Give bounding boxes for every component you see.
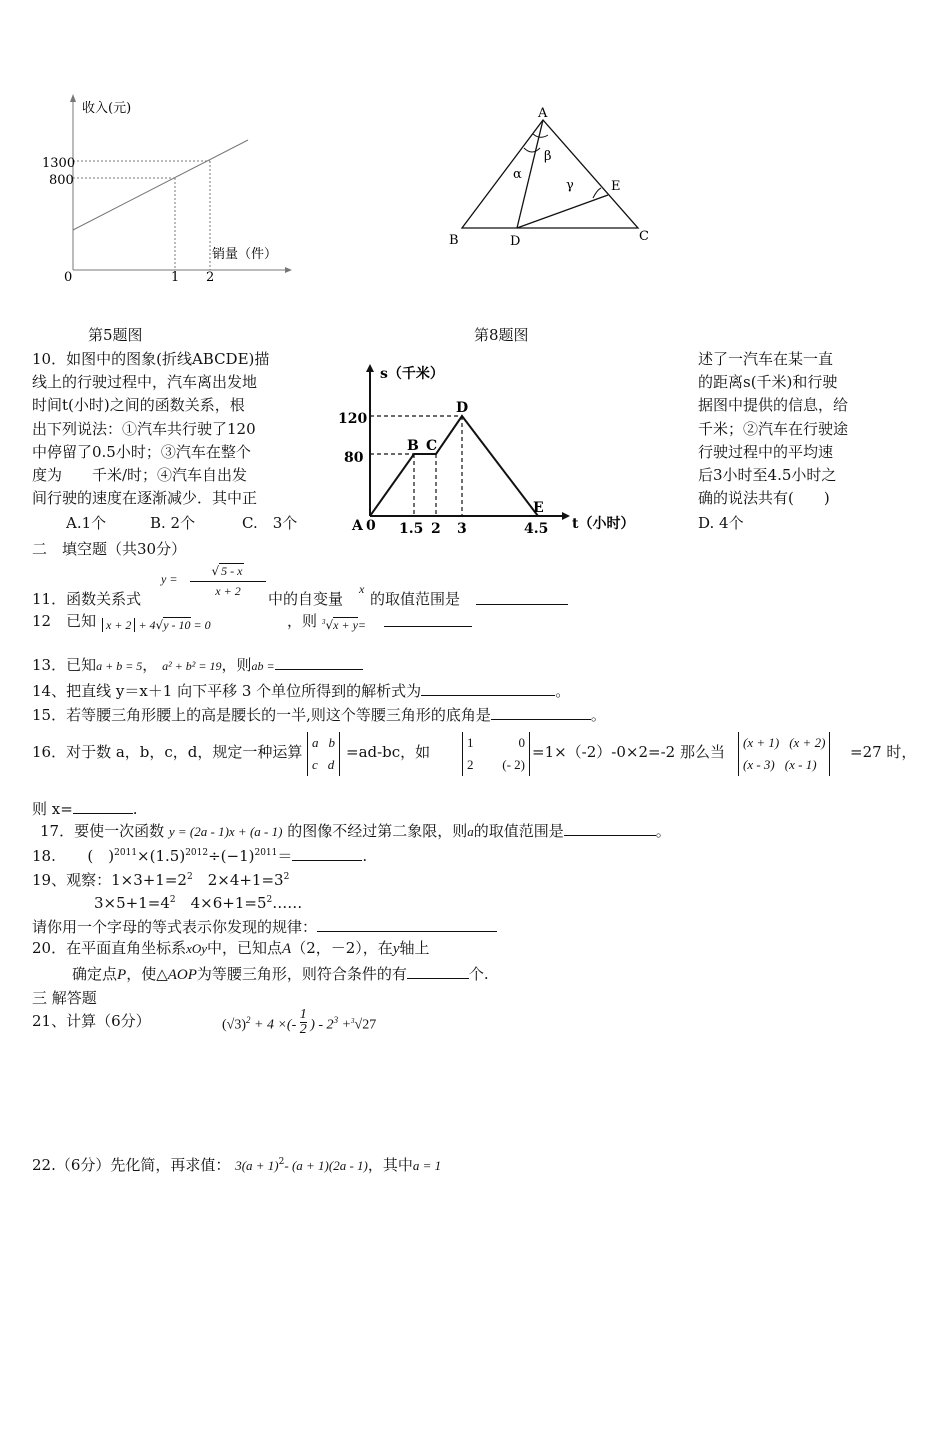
fig5-xlabel: 销量（件） bbox=[212, 247, 278, 262]
q16-mid1: =ad-bc，如 bbox=[346, 743, 431, 761]
q22-label: 22.（6分）先化简，再求值： bbox=[32, 1156, 231, 1174]
q10-graph-t2: 2 bbox=[431, 521, 441, 537]
q16-d2-c: 2 bbox=[467, 757, 474, 772]
q22-expr-a: 3(a + 1) bbox=[235, 1158, 279, 1173]
q13-then: ，则 bbox=[221, 656, 252, 674]
q22-mid: ，其中 bbox=[367, 1156, 413, 1174]
q19-l1b: 2×4+1=3 bbox=[192, 871, 284, 889]
q19-l1: 19、观察：1×3+1=2 bbox=[32, 871, 187, 889]
q16-d3-c: (x - 3) bbox=[743, 757, 775, 772]
q22 bbox=[32, 1154, 441, 1175]
q19-l2b: 4×6+1=5 bbox=[175, 894, 267, 912]
figure-8-triangle bbox=[440, 100, 670, 260]
q12-cuberoot: $^3$√x + y= bbox=[322, 618, 367, 632]
q11-mid: 中的自变量 bbox=[268, 590, 344, 608]
q14-text: 14、把直线 y＝x＋1 向下平移 3 个单位所得到的解析式为 bbox=[32, 682, 422, 700]
q12-formula: x + 2 + 4√y - 10 = 0 bbox=[102, 618, 211, 633]
q18-p1: 2011 bbox=[114, 848, 138, 858]
q17-a: a bbox=[467, 824, 474, 839]
q10-right-line: 据图中提供的信息，给 bbox=[698, 396, 849, 415]
q12-prefix: 12 已知 bbox=[32, 612, 97, 630]
q13-e1: a + b = 5 bbox=[96, 659, 143, 673]
q13-prefix: 13．已知 bbox=[32, 656, 97, 674]
q16-line2 bbox=[32, 798, 138, 819]
q21-cube-index: 3 bbox=[351, 1017, 355, 1026]
q16-det-abcd bbox=[307, 732, 340, 776]
q21-expr-c: ) - 2 bbox=[310, 1017, 334, 1033]
q16-mid2: =1×（-2）-0×2=-2 那么当 bbox=[532, 743, 725, 761]
q14-end: 。 bbox=[555, 682, 571, 700]
q10-right-line: 确的说法共有( ) bbox=[698, 489, 830, 508]
q16-line2-text: 则 x= bbox=[32, 800, 73, 818]
q10-option-c: C. 3个 bbox=[242, 514, 298, 532]
q19-line1 bbox=[32, 869, 289, 890]
q20-l2d: 个. bbox=[468, 965, 489, 983]
q19-l3: 请你用一个字母的等式表示你发现的规律： bbox=[32, 918, 318, 936]
q10-graph-y80: 80 bbox=[344, 450, 364, 466]
q21-exp3: 3 bbox=[333, 1015, 339, 1026]
q19-l2a: 3×5+1=4 bbox=[94, 894, 170, 912]
q18-paren: ( ) bbox=[87, 847, 115, 865]
q20-l2b: ，使△ bbox=[126, 965, 168, 983]
q19-l2c: …… bbox=[272, 894, 303, 912]
q21-fraction bbox=[300, 1008, 307, 1037]
q10-option-b: B. 2个 bbox=[150, 514, 196, 532]
q10-graph-C: C bbox=[426, 438, 438, 454]
q16-answer-blank[interactable] bbox=[73, 799, 133, 814]
q12-then: ，则 bbox=[287, 612, 318, 630]
q17-suffix: 的取值范围是 bbox=[473, 822, 564, 840]
q15 bbox=[32, 704, 606, 725]
q22-expr-b: - (a + 1)(2a - 1) bbox=[284, 1158, 368, 1173]
q16-d1-c: c bbox=[312, 757, 318, 772]
q16-d1-a: a bbox=[312, 735, 319, 750]
fig5-x1: 1 bbox=[171, 270, 180, 285]
q11-y: y = bbox=[161, 572, 178, 586]
q20-l2a: 确定点 bbox=[72, 965, 118, 983]
q20-P: P bbox=[117, 967, 127, 983]
q10-graph-t3: 3 bbox=[457, 521, 467, 537]
q19-e2: 2 bbox=[283, 872, 290, 882]
q21-frac-den: 2 bbox=[299, 1022, 307, 1037]
q10-right-line: 述了一汽车在某一直 bbox=[698, 350, 834, 368]
q18-times: ×(1.5) bbox=[137, 847, 186, 865]
q20-line1 bbox=[32, 937, 430, 958]
q16-d1-d: d bbox=[327, 757, 335, 772]
q11-x: x bbox=[359, 582, 365, 596]
q10-graph-t15: 1.5 bbox=[399, 521, 424, 537]
q14 bbox=[32, 680, 570, 701]
q11-fraction: √ 5 - x x + 2 bbox=[190, 564, 266, 599]
q10-graph-t-label: t（小时） bbox=[572, 516, 635, 532]
q16-d1-b: b bbox=[328, 735, 335, 750]
q13 bbox=[32, 654, 363, 675]
q14-answer-blank[interactable] bbox=[421, 681, 555, 696]
fig8-gamma: γ bbox=[566, 178, 574, 193]
fig8-C: C bbox=[639, 229, 649, 244]
q15-answer-blank[interactable] bbox=[491, 705, 591, 720]
q10-right-line: 千米；②汽车在行驶途 bbox=[698, 419, 849, 438]
q15-end: 。 bbox=[590, 706, 606, 724]
fig5-caption: 第5题图 bbox=[88, 326, 143, 344]
q20-xoy: xOy bbox=[186, 941, 208, 956]
q16-det-x bbox=[738, 732, 830, 776]
q10-graph-t45: 4.5 bbox=[524, 521, 549, 537]
q18-answer-blank[interactable] bbox=[292, 846, 362, 861]
fig5-x2: 2 bbox=[206, 270, 215, 285]
q20-AOP: AOP bbox=[167, 967, 197, 983]
q10-left-line: 度为 千米/时；④汽车自出发 bbox=[32, 466, 248, 485]
q19-e3: 2 bbox=[169, 895, 176, 905]
q11-suffix: 的取值范围是 bbox=[370, 590, 461, 608]
q13-sep: ， bbox=[142, 656, 158, 674]
q16-line2-end: . bbox=[132, 800, 138, 818]
q10-graph-s-label: s（千米） bbox=[380, 366, 444, 382]
q21-expr-b: + 4 ×(- bbox=[254, 1017, 297, 1033]
fig8-B: B bbox=[449, 233, 459, 248]
q18-p3: 2011 bbox=[254, 848, 278, 858]
q20-l1a: 20．在平面直角坐标系 bbox=[32, 939, 187, 957]
fig5-y800: 800 bbox=[49, 173, 74, 188]
q12-abs: x + 2 bbox=[102, 618, 135, 632]
q20-A: A bbox=[282, 941, 292, 957]
fig8-E: E bbox=[611, 179, 621, 194]
q18-eq: ＝ bbox=[277, 847, 293, 865]
q20-l1d: 轴上 bbox=[399, 939, 430, 957]
q16-prefix: 16．对于数 a，b，c，d，规定一种运算 bbox=[32, 743, 303, 761]
q19-e1: 2 bbox=[186, 872, 193, 882]
q10-left-text bbox=[32, 348, 269, 510]
q18-num: 18. bbox=[32, 847, 56, 865]
q10-graph-B: B bbox=[407, 438, 419, 454]
q17-prefix: 17．要使一次函数 bbox=[40, 822, 165, 840]
q10-left-line: 线上的行驶过程中，汽车离出发地 bbox=[32, 373, 258, 392]
q13-answer-blank[interactable] bbox=[275, 655, 363, 670]
q11-numerator: 5 - x bbox=[221, 564, 243, 578]
q20-l1b: 中，已知点 bbox=[207, 939, 283, 957]
q13-e2: a² + b² = 19 bbox=[162, 659, 222, 673]
q17 bbox=[40, 820, 671, 841]
q15-text: 15．若等腰三角形腰上的高是腰长的一半,则这个等腰三角形的底角是 bbox=[32, 706, 491, 724]
section-2-heading: 二 填空题（共30分） bbox=[32, 540, 187, 558]
q21-frac-num: 1 bbox=[299, 1007, 307, 1022]
q10-graph-y120: 120 bbox=[338, 411, 368, 427]
q18-p2: 2012 bbox=[185, 848, 209, 858]
q18-end: . bbox=[362, 847, 368, 865]
q19-line3 bbox=[32, 916, 497, 937]
q10-right-line: 后3小时至4.5小时之 bbox=[698, 466, 837, 485]
q21-expr-d: + bbox=[341, 1017, 352, 1033]
q12-cube-expr: x + y bbox=[333, 618, 358, 632]
q12-answer-blank[interactable] bbox=[384, 612, 472, 627]
q18-div: ÷(−1) bbox=[208, 847, 255, 865]
q20-l1c: （2，－2），在 bbox=[291, 939, 393, 957]
q17-mid: 的图像不经过第二象限，则 bbox=[287, 822, 468, 840]
q21-exp2: 2 bbox=[246, 1015, 251, 1026]
q12-eq: = 0 bbox=[193, 618, 211, 632]
fig5-x0: 0 bbox=[64, 270, 73, 285]
q16-d3-a: (x + 1) bbox=[743, 735, 780, 750]
q17-end: 。 bbox=[655, 822, 671, 840]
q21-expression bbox=[222, 1007, 377, 1054]
q19-e4: 2 bbox=[266, 895, 273, 905]
q16-d3-d: (x - 1) bbox=[784, 757, 817, 772]
q20-y: y bbox=[392, 941, 400, 957]
q11-prefix: 11．函数关系式 bbox=[32, 590, 142, 608]
q16-end: =27 时， bbox=[850, 743, 917, 761]
q12-eq2: = bbox=[357, 618, 367, 632]
q20-line2 bbox=[72, 963, 489, 984]
q10-graph-A: A bbox=[352, 518, 363, 534]
q16-d2-d: (- 2) bbox=[502, 757, 525, 772]
fig8-D: D bbox=[510, 234, 521, 249]
q10-distance-time-graph bbox=[336, 358, 656, 540]
q11-answer-blank[interactable] bbox=[476, 590, 568, 605]
q10-graph-D: D bbox=[456, 400, 469, 416]
q10-left-line: 10．如图中的图象(折线ABCDE)描 bbox=[32, 350, 270, 368]
q17-expr: y = (2a - 1)x + (a - 1) bbox=[168, 824, 283, 839]
fig8-alpha: α bbox=[513, 167, 522, 182]
fig8-caption: 第8题图 bbox=[474, 326, 529, 344]
q17-answer-blank[interactable] bbox=[564, 821, 656, 836]
q16-d2-b: 0 bbox=[518, 735, 525, 750]
q16-d3-b: (x + 2) bbox=[789, 735, 826, 750]
q10-option-d: D. 4个 bbox=[698, 514, 744, 532]
q10-left-line: 出下列说法：①汽车共行驶了120 bbox=[32, 419, 256, 438]
q22-cond: a = 1 bbox=[412, 1158, 442, 1173]
fig8-A: A bbox=[538, 106, 548, 121]
q18 bbox=[32, 845, 367, 866]
q10-right-line: 的距离s(千米)和行驶 bbox=[698, 373, 838, 392]
q10-left-line: 间行驶的速度在逐渐减少．其中正 bbox=[32, 489, 258, 508]
q21-expr-a: (√3) bbox=[222, 1017, 247, 1033]
q10-right-text bbox=[698, 348, 848, 510]
q10-right-line: 行驶过程中的平均速 bbox=[698, 442, 834, 461]
q10-graph-origin: 0 bbox=[366, 518, 376, 534]
figure-5-graph bbox=[40, 90, 300, 300]
fig8-beta: β bbox=[544, 149, 552, 164]
q16-det-example bbox=[462, 732, 530, 776]
q19-line2 bbox=[94, 892, 302, 913]
q11-denominator: x + 2 bbox=[190, 581, 266, 599]
q12-cube-index: 3 bbox=[322, 618, 326, 626]
q12-root: y - 10 bbox=[163, 618, 191, 632]
q22-exp: 2 bbox=[278, 1157, 285, 1167]
section-3-heading: 三 解答题 bbox=[32, 989, 97, 1007]
q10-left-line: 时间t(小时)之间的函数关系，根 bbox=[32, 396, 245, 415]
q13-e3: ab = bbox=[251, 659, 275, 673]
fig5-ylabel: 收入(元) bbox=[82, 101, 132, 116]
q10-option-a: A.1个 bbox=[66, 514, 107, 532]
q12-plus: + 4 bbox=[138, 618, 156, 632]
q10-graph-E: E bbox=[533, 500, 544, 516]
q21-expr-e: √27 bbox=[354, 1017, 377, 1033]
q10-left-line: 中停留了0.5小时；③汽车在整个 bbox=[32, 442, 251, 461]
q21-label: 21、计算（6分） bbox=[32, 1012, 151, 1030]
q20-answer-blank[interactable] bbox=[407, 964, 469, 979]
q19-answer-blank[interactable] bbox=[317, 917, 497, 932]
fig5-y1300: 1300 bbox=[42, 156, 76, 171]
q20-l2c: 为等腰三角形，则符合条件的有 bbox=[196, 965, 407, 983]
q16-d2-a: 1 bbox=[467, 735, 474, 750]
